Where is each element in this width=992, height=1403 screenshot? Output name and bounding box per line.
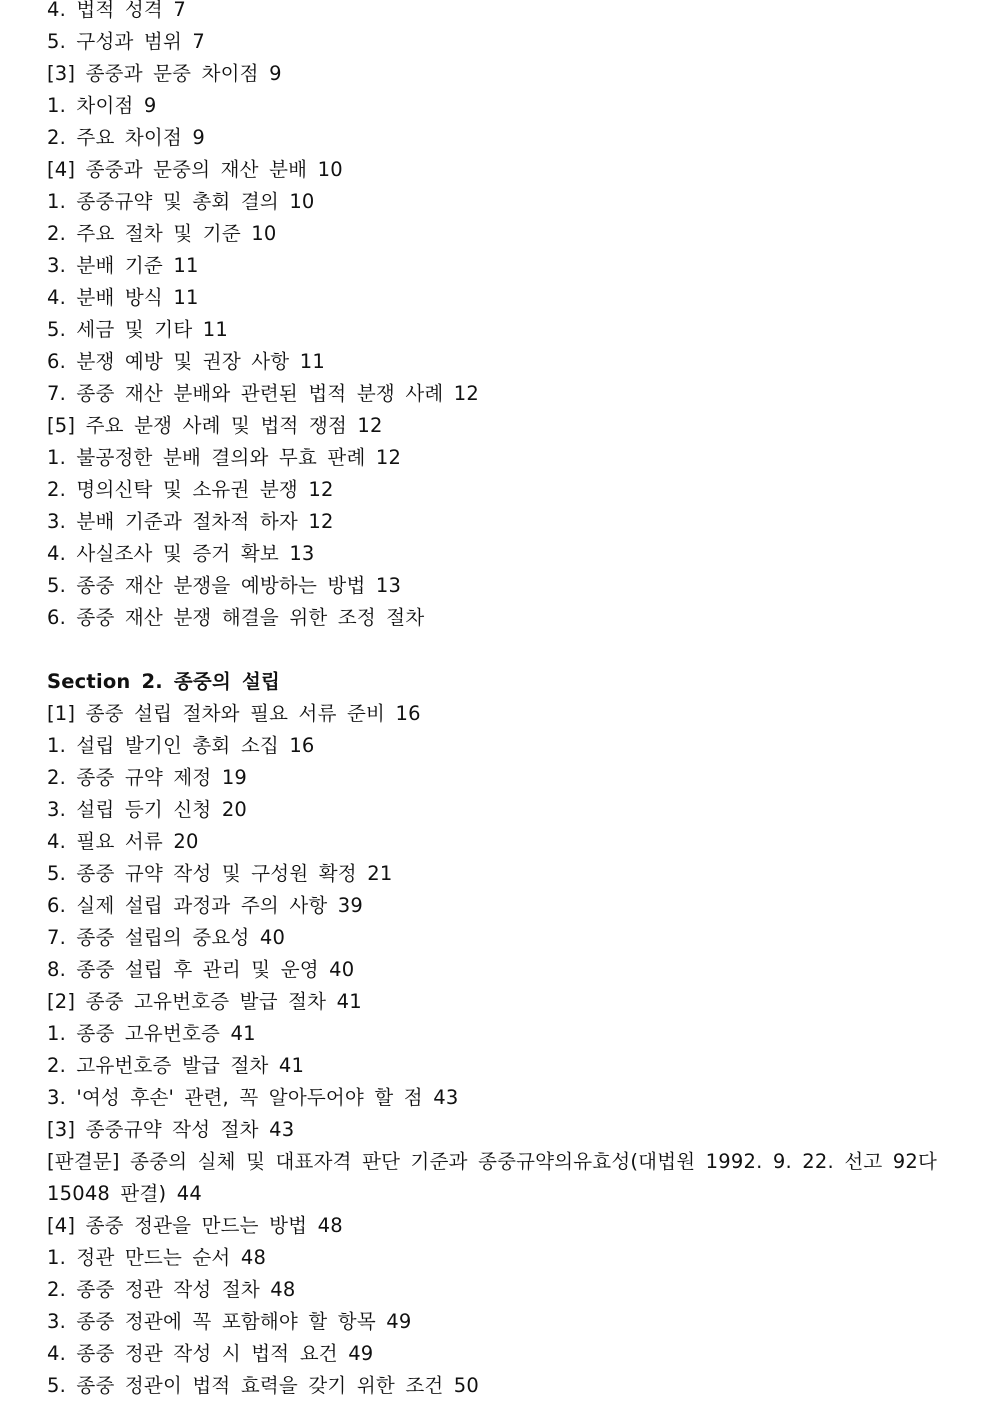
toc-entry: 8. 종중 설립 후 관리 및 운영 40 — [47, 958, 355, 981]
toc-entry: 1. 종중 고유번호증 41 — [47, 1022, 256, 1045]
toc-entry: 4. 필요 서류 20 — [47, 830, 199, 853]
toc-entry: [3] 종중규약 작성 절차 43 — [47, 1118, 295, 1141]
toc-entry: [3] 종중과 문중 차이점 9 — [47, 62, 282, 85]
toc-entry: 3. '여성 후손' 관련, 꼭 알아두어야 할 점 43 — [47, 1086, 459, 1109]
toc-entry: 2. 명의신탁 및 소유권 분쟁 12 — [47, 478, 334, 501]
toc-entry: 6. 실제 설립 과정과 주의 사항 39 — [47, 894, 364, 917]
toc-entry: [2] 종중 고유번호증 발급 절차 41 — [47, 990, 362, 1013]
toc-entry: 1. 정관 만드는 순서 48 — [47, 1246, 267, 1269]
toc-part-1 — [47, 0, 957, 634]
toc-entry: 3. 분배 기준과 절차적 하자 12 — [47, 510, 334, 533]
toc-entry: 4. 사실조사 및 증거 확보 13 — [47, 542, 315, 565]
toc-entry: [4] 종중 정관을 만드는 방법 48 — [47, 1214, 343, 1237]
toc-entry: 5. 세금 및 기타 11 — [47, 318, 228, 341]
toc-entry: 5. 구성과 범위 7 — [47, 30, 205, 53]
toc-entry: [1] 종중 설립 절차와 필요 서류 준비 16 — [47, 702, 421, 725]
toc-entry: 4. 종중 정관 작성 시 법적 요건 49 — [47, 1342, 374, 1365]
toc-entry: 5. 종중 재산 분쟁을 예방하는 방법 13 — [47, 574, 402, 597]
toc-entry: 3. 종중 정관에 꼭 포함해야 할 항목 49 — [47, 1310, 412, 1333]
toc-entry: 4. 분배 방식 11 — [47, 286, 199, 309]
toc-entry: 7. 종중 재산 분배와 관련된 법적 분쟁 사례 12 — [47, 382, 479, 405]
toc-entry: 7. 종중 설립의 중요성 40 — [47, 926, 286, 949]
toc-entry: 1. 설립 발기인 총회 소집 16 — [47, 734, 315, 757]
toc-entry: 5. 종중 정관이 법적 효력을 갖기 위한 조건 50 — [47, 1374, 479, 1397]
toc-entry: 2. 종중 정관 작성 절차 48 — [47, 1278, 296, 1301]
toc-part-2a — [47, 698, 957, 1146]
blank-line — [47, 634, 957, 666]
toc-entry: 2. 주요 차이점 9 — [47, 126, 205, 149]
toc-entry: 1. 종중규약 및 총회 결의 10 — [47, 190, 315, 213]
toc-entry: 4. 법적 성격 7 — [47, 0, 186, 21]
toc-entry: 1. 차이점 9 — [47, 94, 157, 117]
toc-entry: 1. 불공정한 분배 결의와 무효 판례 12 — [47, 446, 402, 469]
toc-entry: 3. 설립 등기 신청 20 — [47, 798, 248, 821]
toc-part-2b — [47, 1210, 957, 1402]
toc-entry: 2. 주요 절차 및 기준 10 — [47, 222, 277, 245]
section-heading: Section 2. 종중의 설립 — [47, 670, 281, 693]
toc-entry: [5] 주요 분쟁 사례 및 법적 쟁점 12 — [47, 414, 383, 437]
toc-entry: 6. 분쟁 예방 및 권장 사항 11 — [47, 350, 325, 373]
toc-entry: 2. 종중 규약 제정 19 — [47, 766, 248, 789]
toc-entry: 2. 고유번호증 발급 절차 41 — [47, 1054, 305, 1077]
toc-entry-judgment: [판결문] 종중의 실체 및 대표자격 판단 기준과 종중규약의유효성(대법원 1992. 9. 22. 선고 92다 15048 판결) 44 — [47, 1150, 938, 1205]
toc-entry: [4] 종중과 문중의 재산 분배 10 — [47, 158, 343, 181]
toc-entry: 5. 종중 규약 작성 및 구성원 확정 21 — [47, 862, 393, 885]
table-of-contents — [47, 0, 957, 1402]
toc-entry: 6. 종중 재산 분쟁 해결을 위한 조정 절차 — [47, 606, 425, 629]
toc-entry: 3. 분배 기준 11 — [47, 254, 199, 277]
